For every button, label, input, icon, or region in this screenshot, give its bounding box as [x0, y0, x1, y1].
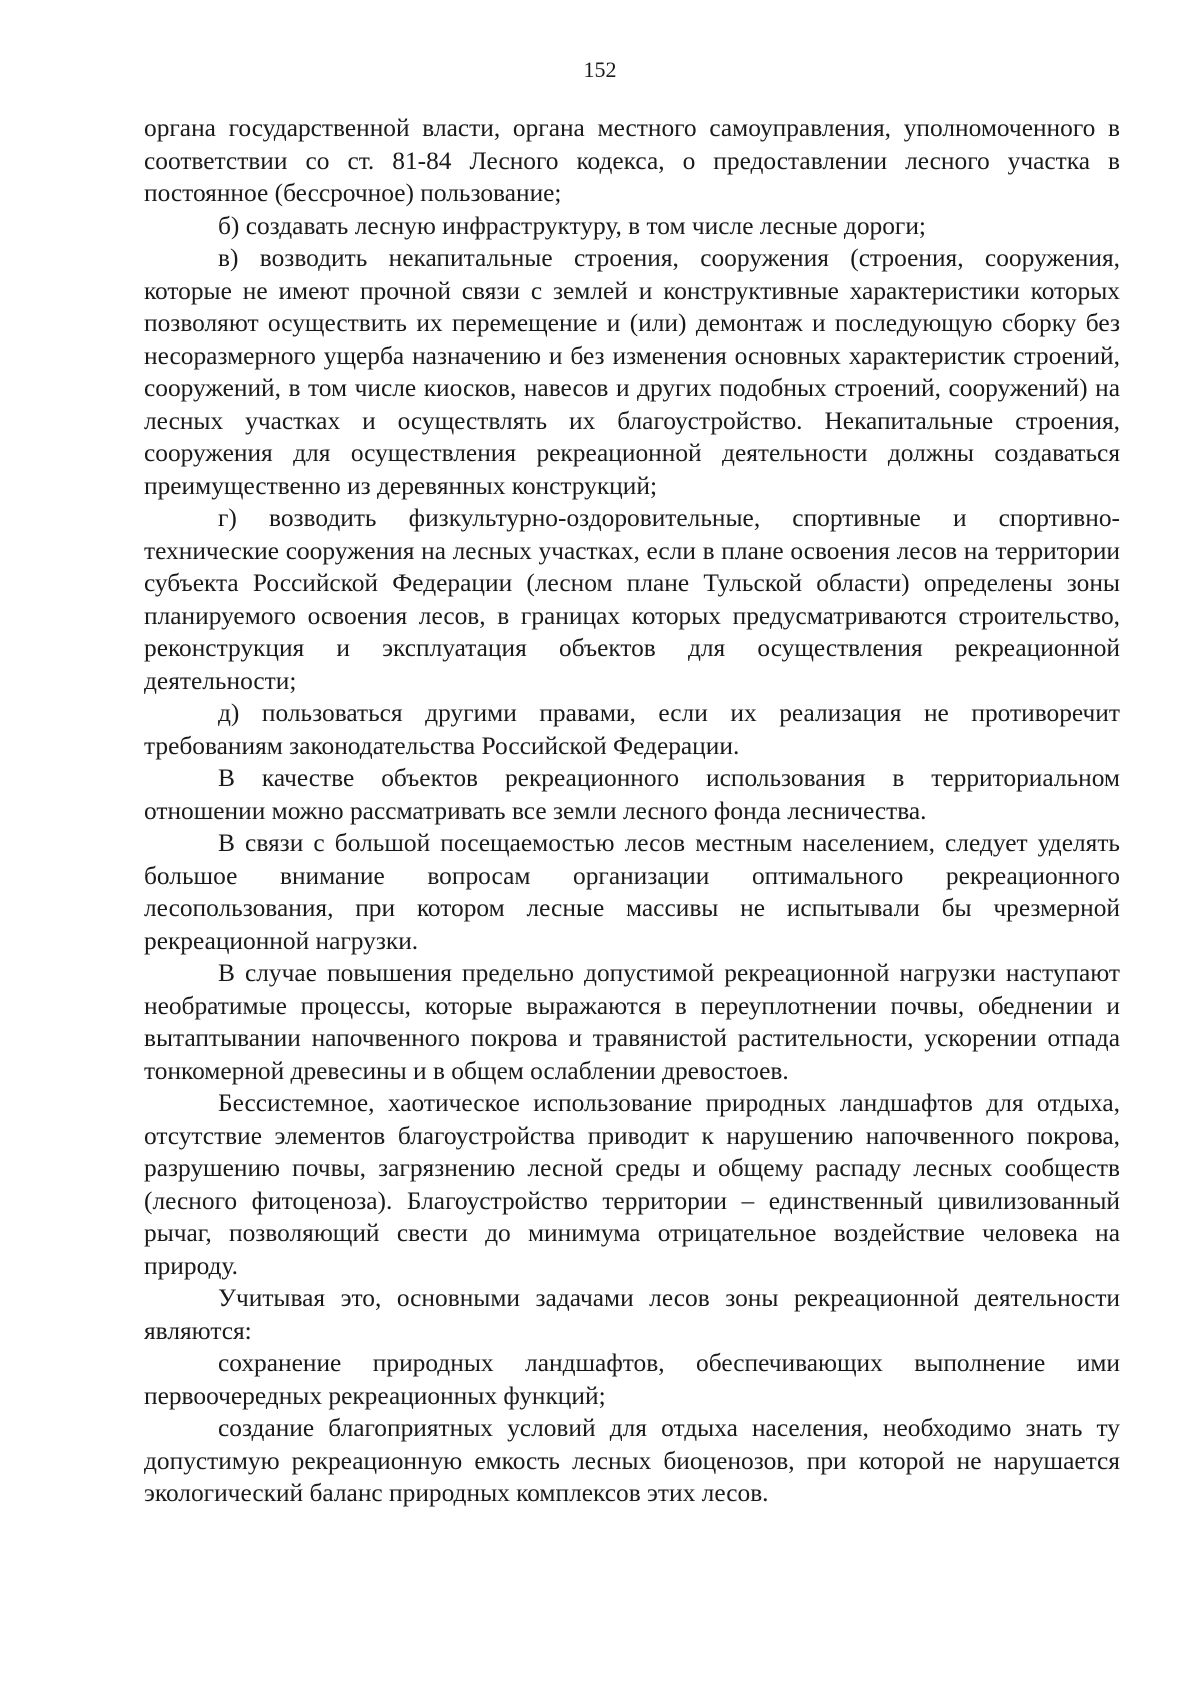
paragraph-task-item: сохранение природных ландшафтов, обеспечивающих выполнение ими первоочередных рекреационных функций; — [144, 1349, 1120, 1410]
page-number: 152 — [583, 57, 617, 82]
document-body — [144, 112, 1120, 1510]
paragraph-task-item: создание благоприятных условий для отдыха населения, необходимо знать ту допустимую рекреационную емкость лесных биоценозов, при которой не нарушается экологический баланс природных комплексов этих лесов. — [144, 1414, 1120, 1507]
paragraph-item-v: в) возводить некапитальные строения, сооружения (строения, сооружения, которые не имеют прочной связи с землей и конструктивные характеристики которых позволяют осуществить их перемещение и (или) демонтаж и последующую сборку без несоразмерного ущерба назначению и без изменения основных характеристик строений, сооружений, в том числе киосков, навесов и других подобных строений, сооружений) на лесных участках и осуществлять их благоустройство. Некапитальные строения, сооружения для осуществления рекреационной деятельности должны создаваться преимущественно из деревянных конструкций; — [144, 244, 1120, 500]
paragraph-item-g: г) возводить физкультурно-оздоровительные, спортивные и спортивно-технические сооружения на лесных участках, если в плане освоения лесов на территории субъекта Российской Федерации (лесном плане Тульской области) определены зоны планируемого освоения лесов, в границах которых предусматриваются строительство, реконструкция и эксплуатация объектов для осуществления рекреационной деятельности; — [144, 504, 1120, 695]
paragraph: В случае повышения предельно допустимой рекреационной нагрузки наступают необратимые процессы, которые выражаются в переуплотнении почвы, обеднении и вытаптывании напочвенного покрова и травянистой растительности, ускорении отпада тонкомерной древесины и в общем ослаблении древостоев. — [144, 959, 1120, 1085]
paragraph: В связи с большой посещаемостью лесов местным населением, следует уделять большое внимание вопросам организации оптимального рекреационного лесопользования, при котором лесные массивы не испытывали бы чрезмерной рекреационной нагрузки. — [144, 829, 1120, 955]
paragraph-item-b: б) создавать лесную инфраструктуру, в том числе лесные дороги; — [218, 211, 926, 240]
paragraph: В качестве объектов рекреационного использования в территориальном отношении можно рассматривать все земли лесного фонда лесничества. — [144, 764, 1120, 825]
paragraph: Бессистемное, хаотическое использование природных ландшафтов для отдыха, отсутствие элементов благоустройства приводит к нарушению напочвенного покрова, разрушению почвы, загрязнению лесной среды и общему распаду лесных сообществ (лесного фитоценоза). Благоустройство территории – единственный цивилизованный рычаг, позволяющий свести до минимума отрицательное воздействие человека на природу. — [144, 1089, 1120, 1280]
paragraph: Учитывая это, основными задачами лесов зоны рекреационной деятельности являются: — [144, 1284, 1120, 1345]
paragraph-continuation: органа государственной власти, органа местного самоуправления, уполномоченного в соответствии со ст. 81-84 Лесного кодекса, о предоставлении лесного участка в постоянное (бессрочное) пользование; — [144, 114, 1120, 207]
paragraph-item-d: д) пользоваться другими правами, если их реализация не противоречит требованиям законодательства Российской Федерации. — [144, 699, 1120, 760]
